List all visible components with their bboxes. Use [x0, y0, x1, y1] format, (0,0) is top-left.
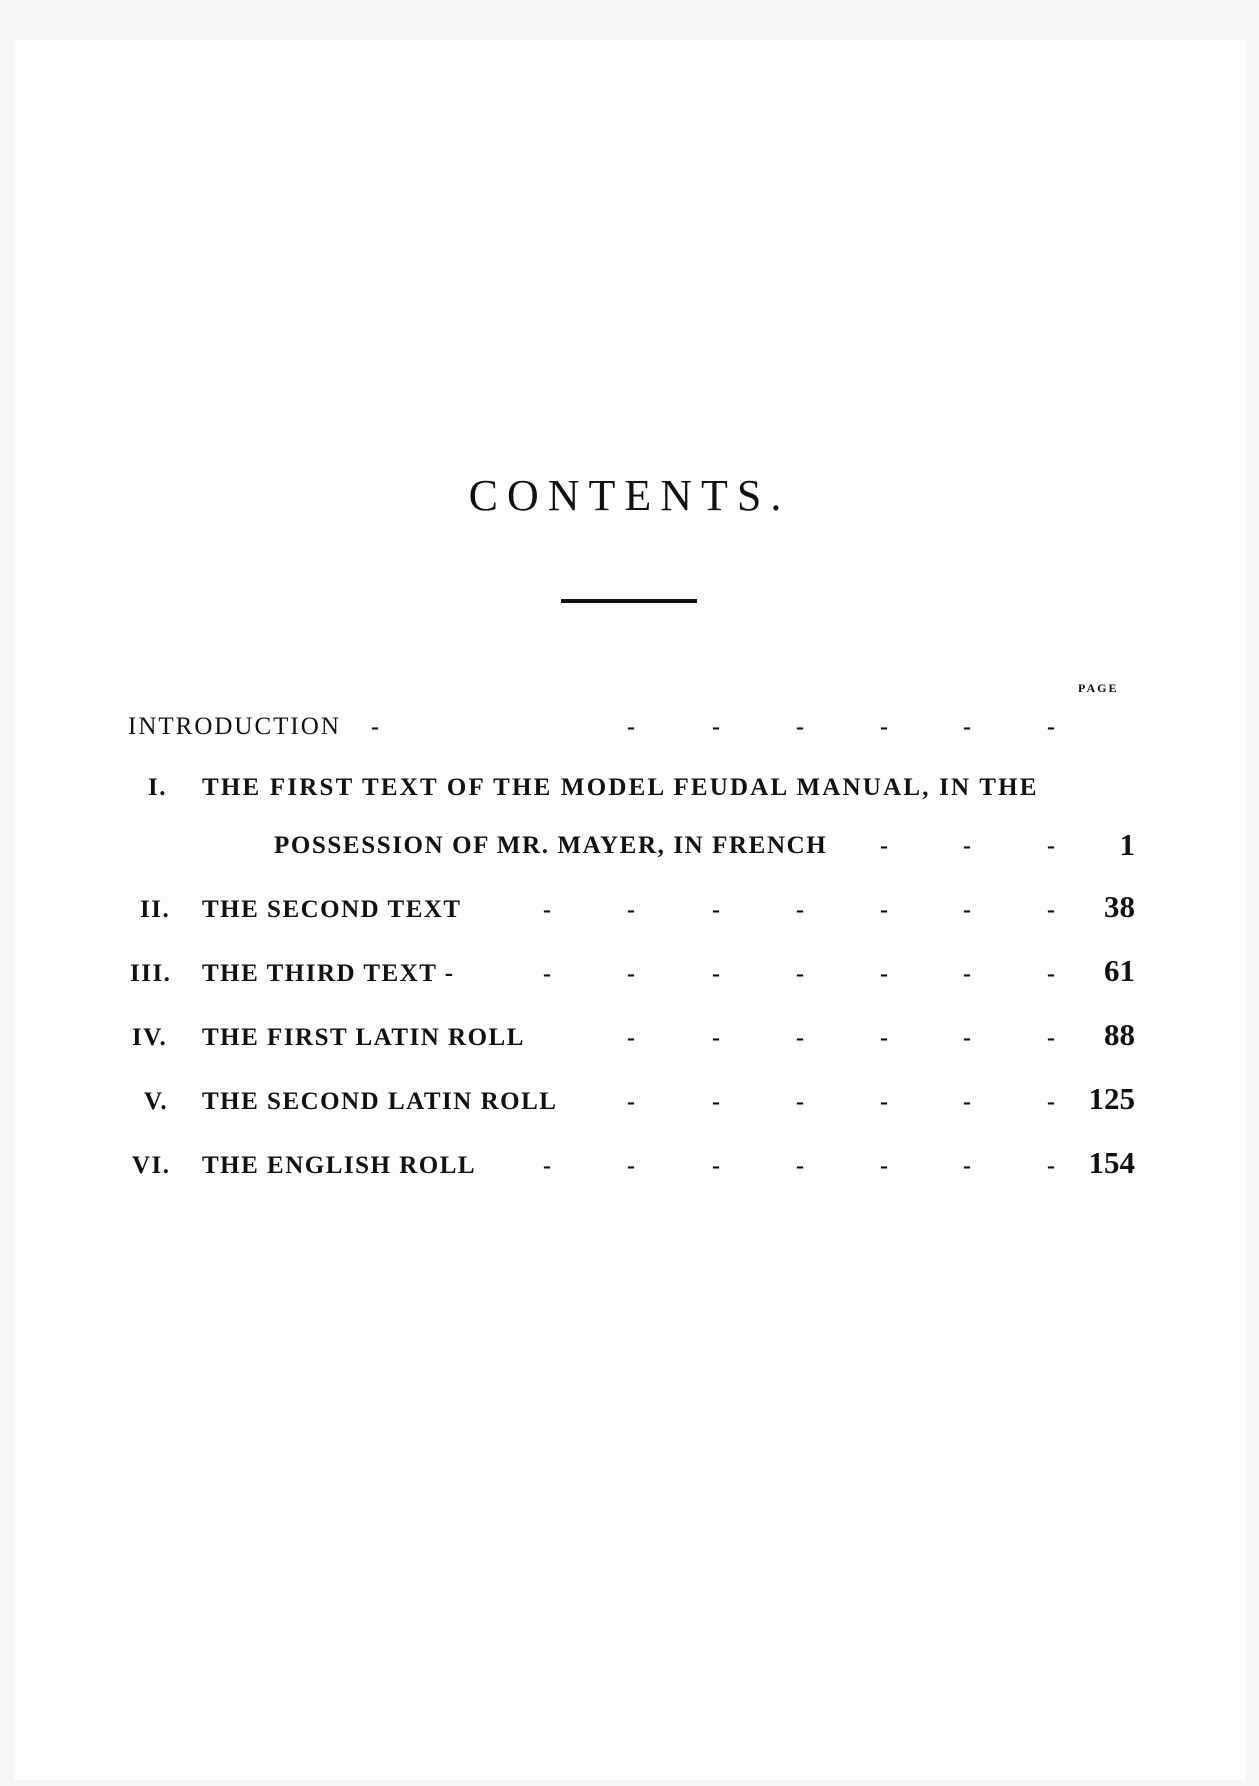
toc-entry-vi — [0, 1145, 1259, 1189]
leader-dots: - - - - - - - — [371, 714, 1055, 740]
leader-dots: - - - - - - — [627, 1025, 1055, 1051]
toc-entry-title: THE THIRD TEXT - — [202, 960, 455, 987]
toc-entry-page: 154 — [1088, 1145, 1135, 1180]
leader-dots: - - - - - - - — [543, 897, 1055, 923]
toc-entry-number: VI. — [132, 1152, 171, 1179]
toc-entry-number: V. — [144, 1088, 169, 1115]
toc-entry-page: 88 — [1104, 1017, 1135, 1052]
toc-entry-title: THE SECOND TEXT — [202, 896, 462, 923]
leader-dots: - - - - - - - — [543, 1153, 1055, 1179]
toc-entry-v — [0, 1081, 1259, 1125]
leader-dots: - - - - - - — [627, 1089, 1055, 1115]
toc-entry-number: II. — [140, 896, 171, 923]
toc-entry-number: I. — [148, 774, 167, 801]
toc-entry-number: III. — [130, 960, 172, 987]
toc-entry-i — [0, 771, 1259, 811]
toc-entry-title: THE FIRST TEXT OF THE MODEL FEUDAL MANUAL, IN THE — [202, 774, 1039, 801]
toc-entry-number: IV. — [132, 1024, 168, 1051]
toc-entry-title: THE FIRST LATIN ROLL — [202, 1024, 525, 1051]
toc-entry-ii — [0, 889, 1259, 933]
toc-entry-page: 61 — [1104, 953, 1135, 988]
toc-entry-page: 125 — [1088, 1081, 1135, 1116]
toc-entry-page: 1 — [1119, 827, 1135, 862]
page-title: CONTENTS. — [468, 471, 791, 520]
toc-entry-i-continued — [0, 829, 1259, 869]
toc-entry-title: INTRODUCTION — [128, 713, 341, 740]
title-rule — [561, 599, 697, 603]
toc-entry-title: THE ENGLISH ROLL — [202, 1152, 477, 1179]
leader-dots: - - - — [880, 833, 1055, 859]
page-column-label: PAGE — [1078, 681, 1119, 695]
toc-entry-title-continued: POSSESSION OF MR. MAYER, IN FRENCH — [274, 832, 828, 859]
toc-entry-title: THE SECOND LATIN ROLL — [202, 1088, 558, 1115]
toc-entry-page: 38 — [1104, 889, 1135, 924]
leader-dots: - - - - - - - — [543, 961, 1055, 987]
toc-entry-introduction — [0, 710, 1259, 750]
toc-entry-iii — [0, 953, 1259, 997]
toc-entry-iv — [0, 1017, 1259, 1061]
